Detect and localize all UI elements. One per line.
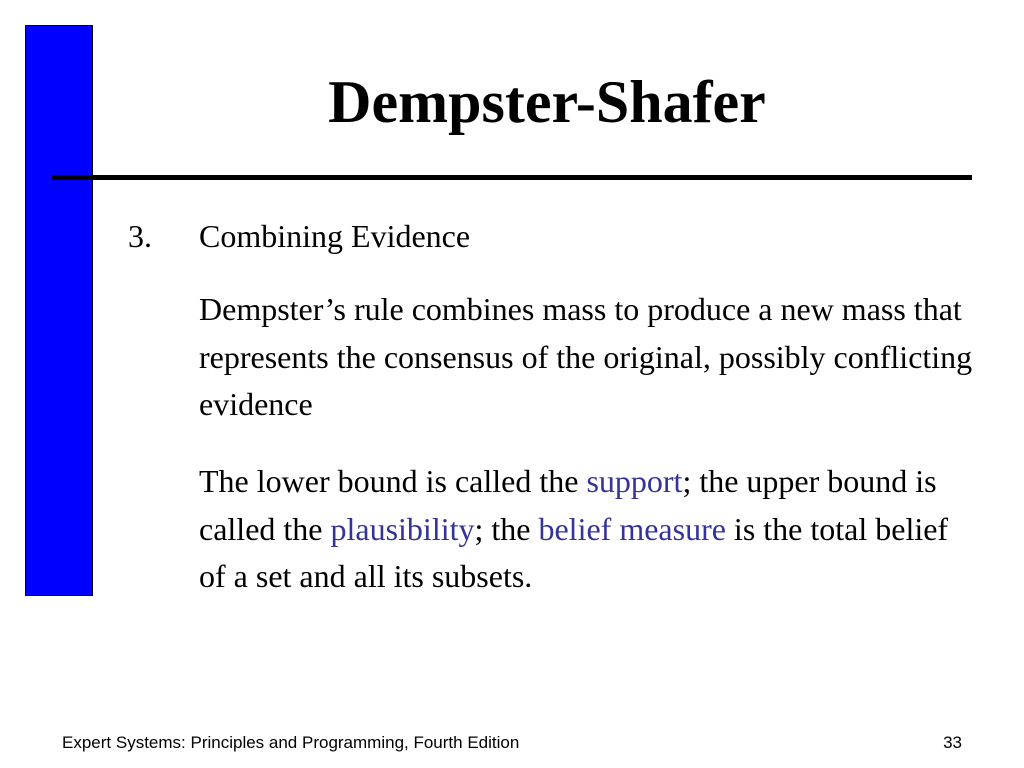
term-belief-measure: belief measure <box>538 510 726 547</box>
paragraph-bounds-text-2: ; the upper bound is called the <box>199 463 937 547</box>
title-divider <box>52 175 972 180</box>
paragraph-bounds-text-3: ; the <box>474 510 539 547</box>
list-item-number: 3. <box>128 218 152 254</box>
slide-title: Dempster-Shafer <box>328 69 766 135</box>
paragraph-bounds-text-1: The lower bound is called the <box>199 463 587 499</box>
term-plausibility: plausibility <box>330 510 475 547</box>
paragraph-bounds <box>199 458 979 601</box>
footer-page-number: 33 <box>943 733 962 752</box>
footer-book-title: Expert Systems: Principles and Programming, Fourth Edition <box>62 733 520 752</box>
list-item-heading: Combining Evidence <box>199 218 471 254</box>
paragraph-bounds-text-4: is the total belief of a set and all its subsets. <box>199 510 949 594</box>
term-support: support <box>586 463 683 499</box>
paragraph-dempster-rule: Dempster’s rule combines mass to produce a new mass that represents the consensus of the original, possibly conflicting evidence <box>199 291 973 422</box>
